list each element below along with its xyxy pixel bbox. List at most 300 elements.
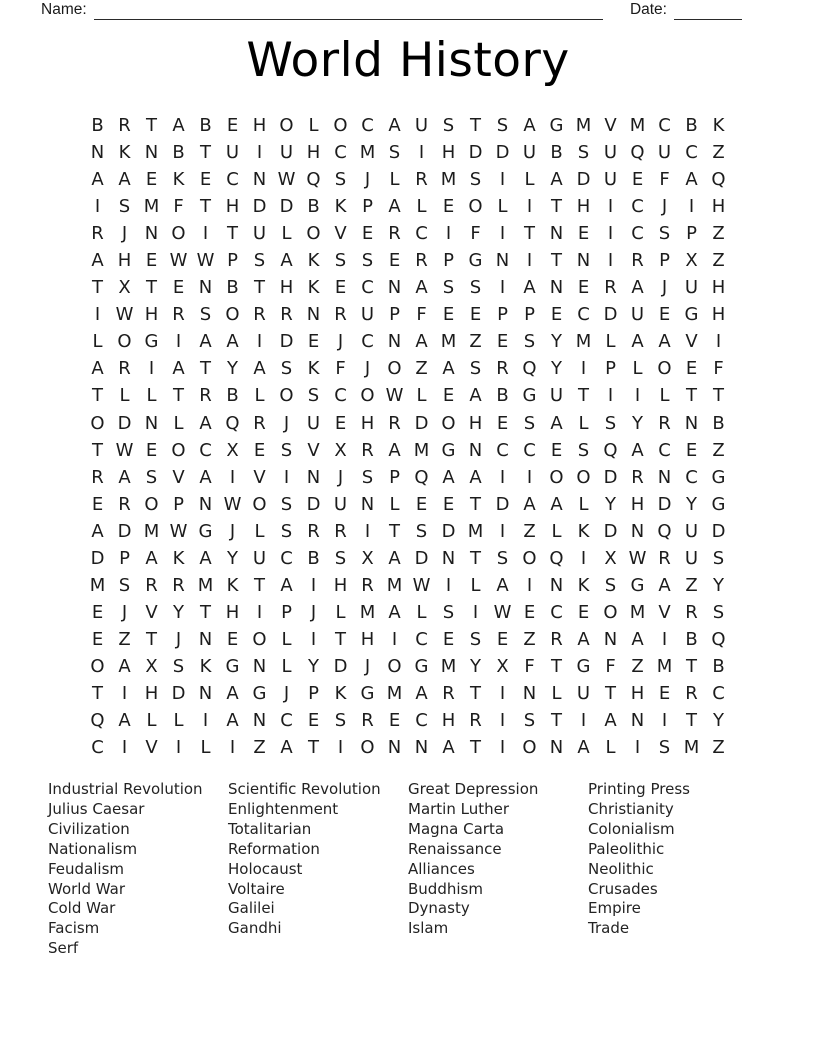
grid-letter: O [279, 385, 294, 407]
grid-letter: N [306, 304, 321, 326]
grid-letter: C [226, 169, 239, 191]
grid-letter: E [388, 710, 401, 732]
grid-letter: A [118, 169, 131, 191]
grid-letter: L [281, 628, 292, 650]
grid-letter: I [526, 250, 533, 272]
grid-letter: Q [657, 520, 672, 542]
grid-letter: T [686, 655, 697, 677]
grid-letter: T [470, 737, 481, 759]
grid-letter: E [172, 277, 185, 299]
grid-letter: S [280, 439, 293, 461]
word-list-item: Totalitarian [228, 819, 312, 838]
grid-letter: A [388, 547, 401, 569]
grid-letter: T [200, 601, 211, 623]
grid-letter: E [226, 115, 239, 137]
grid-letter: A [550, 412, 563, 434]
grid-letter: I [526, 574, 533, 596]
grid-letter: S [496, 115, 509, 137]
word-list-item: Crusades [588, 879, 658, 898]
grid-letter: K [577, 520, 590, 542]
grid-letter: S [199, 304, 212, 326]
grid-letter: H [468, 412, 483, 434]
grid-letter: I [148, 358, 155, 380]
grid-letter: G [711, 466, 726, 488]
grid-letter: E [361, 223, 374, 245]
grid-letter: I [526, 466, 533, 488]
grid-letter: S [361, 466, 374, 488]
grid-letter: G [630, 574, 645, 596]
grid-letter: G [711, 493, 726, 515]
grid-letter: R [253, 304, 266, 326]
grid-letter: M [467, 520, 484, 542]
grid-letter: K [334, 683, 347, 704]
grid-letter: S [145, 466, 158, 488]
grid-letter: Y [227, 358, 238, 380]
grid-letter: O [306, 223, 321, 245]
grid-letter: N [549, 223, 564, 245]
grid-letter: E [550, 304, 563, 326]
grid-letter: C [199, 439, 212, 461]
grid-letter: X [685, 250, 698, 272]
word-list-item: Neolithic [588, 859, 654, 878]
word-list-item: Julius Caesar [48, 799, 145, 818]
grid-letter: K [712, 115, 725, 137]
grid-letter: I [634, 737, 641, 759]
grid-letter: E [523, 601, 536, 623]
grid-letter: I [256, 601, 263, 623]
grid-letter: Q [225, 412, 240, 434]
grid-letter: M [440, 655, 457, 677]
grid-letter: A [226, 710, 239, 732]
grid-letter: N [468, 439, 483, 461]
grid-letter: N [198, 493, 213, 515]
grid-letter: I [607, 223, 614, 245]
grid-letter: R [145, 574, 158, 596]
grid-letter: S [523, 710, 536, 732]
grid-letter: Z [631, 655, 644, 677]
grid-letter: A [172, 115, 185, 137]
grid-letter: E [334, 277, 347, 299]
grid-letter: F [416, 304, 427, 326]
grid-letter: D [117, 520, 132, 542]
word-list-item: Buddhism [408, 879, 483, 898]
word-list-item: Holocaust [228, 859, 303, 878]
grid-letter: V [145, 601, 158, 623]
grid-letter: E [91, 601, 104, 623]
grid-letter: D [576, 169, 591, 191]
grid-letter: M [197, 574, 214, 596]
grid-letter: Q [603, 439, 618, 461]
grid-letter: S [469, 277, 482, 299]
grid-letter: A [388, 601, 401, 623]
grid-letter: Z [253, 737, 266, 759]
grid-letter: R [550, 628, 563, 650]
grid-letter: B [496, 385, 509, 407]
grid-letter: C [658, 439, 671, 461]
grid-letter: M [413, 439, 430, 461]
grid-letter: P [308, 683, 319, 704]
grid-letter: J [121, 601, 128, 623]
grid-letter: O [252, 628, 267, 650]
grid-letter: Z [415, 358, 428, 380]
grid-letter: W [169, 520, 188, 542]
grid-letter: A [118, 466, 131, 488]
grid-letter: H [306, 142, 321, 164]
grid-letter: A [631, 439, 644, 461]
grid-letter: R [172, 574, 185, 596]
grid-letter: X [604, 547, 617, 569]
grid-letter: N [306, 466, 321, 488]
grid-letter: C [496, 439, 509, 461]
grid-letter: A [226, 683, 239, 704]
grid-letter: E [631, 169, 644, 191]
grid-letter: T [578, 385, 589, 407]
grid-letter: T [686, 385, 697, 407]
word-list-item: Nationalism [48, 839, 138, 858]
date-blank-line [674, 4, 742, 20]
grid-letter: L [524, 169, 535, 191]
grid-letter: S [334, 250, 347, 272]
grid-letter: T [146, 628, 157, 650]
grid-letter: M [89, 574, 106, 596]
grid-letter: A [226, 331, 239, 353]
grid-letter: N [252, 169, 267, 191]
grid-letter: K [118, 142, 131, 164]
grid-letter: R [118, 493, 131, 515]
grid-letter: B [226, 277, 239, 299]
grid-letter: E [685, 439, 698, 461]
grid-letter: C [415, 223, 428, 245]
grid-letter: G [441, 439, 456, 461]
grid-letter: K [172, 547, 185, 569]
grid-letter: J [283, 412, 290, 434]
grid-letter: S [712, 547, 725, 569]
grid-letter: V [145, 737, 158, 759]
grid-letter: H [252, 115, 267, 137]
grid-letter: A [685, 169, 698, 191]
grid-letter: E [442, 385, 455, 407]
grid-letter: H [225, 601, 240, 623]
grid-letter: T [200, 196, 211, 218]
grid-letter: U [576, 683, 591, 704]
grid-letter: O [522, 737, 537, 759]
grid-letter: U [333, 493, 348, 515]
grid-letter: L [389, 493, 400, 515]
grid-letter: H [441, 710, 456, 732]
grid-letter: A [388, 439, 401, 461]
grid-letter: D [495, 142, 510, 164]
grid-letter: B [550, 142, 563, 164]
grid-letter: H [576, 196, 591, 218]
grid-letter: N [252, 710, 267, 732]
grid-letter: R [658, 547, 671, 569]
grid-letter: N [360, 493, 375, 515]
grid-letter: A [118, 710, 131, 732]
grid-letter: X [145, 655, 158, 677]
grid-letter: E [91, 493, 104, 515]
grid-letter: U [684, 547, 699, 569]
grid-letter: P [524, 304, 535, 326]
grid-letter: N [387, 331, 402, 353]
grid-letter: H [441, 142, 456, 164]
grid-letter: L [335, 601, 346, 623]
grid-letter: C [91, 737, 104, 759]
grid-letter: A [199, 331, 212, 353]
grid-letter: L [173, 710, 184, 732]
grid-letter: I [499, 277, 506, 299]
grid-letter: V [307, 439, 320, 461]
grid-letter: P [389, 304, 400, 326]
grid-letter: C [280, 547, 293, 569]
grid-letter: O [171, 439, 186, 461]
grid-letter: C [658, 115, 671, 137]
grid-letter: N [630, 710, 645, 732]
grid-letter: A [199, 412, 212, 434]
grid-letter: A [91, 358, 104, 380]
grid-letter: I [499, 169, 506, 191]
grid-letter: R [253, 412, 266, 434]
grid-letter: O [117, 331, 132, 353]
grid-letter: R [388, 412, 401, 434]
grid-letter: R [388, 223, 401, 245]
grid-letter: I [310, 574, 317, 596]
grid-letter: O [360, 385, 375, 407]
grid-letter: T [713, 385, 724, 407]
grid-letter: Z [523, 628, 536, 650]
grid-letter: D [414, 412, 429, 434]
word-list-item: Enlightenment [228, 799, 339, 818]
grid-letter: R [280, 304, 293, 326]
grid-letter: U [360, 304, 375, 326]
grid-letter: T [254, 277, 265, 299]
grid-letter: V [172, 466, 185, 488]
grid-letter: H [144, 304, 159, 326]
grid-letter: Y [551, 358, 562, 380]
name-blank-line [94, 4, 603, 20]
grid-letter: A [199, 547, 212, 569]
grid-letter: Q [711, 169, 726, 191]
grid-letter: B [226, 385, 239, 407]
grid-letter: D [657, 493, 672, 515]
word-list-item: Trade [588, 919, 630, 938]
grid-letter: I [607, 250, 614, 272]
grid-letter: E [226, 628, 239, 650]
grid-letter: I [499, 683, 506, 704]
grid-letter: R [631, 466, 644, 488]
grid-letter: Z [712, 223, 725, 245]
grid-letter: I [661, 628, 668, 650]
grid-letter: I [202, 223, 209, 245]
grid-letter: J [364, 169, 371, 191]
grid-letter: I [418, 142, 425, 164]
grid-letter: E [658, 683, 671, 704]
grid-letter: D [468, 142, 483, 164]
grid-letter: N [549, 574, 564, 596]
grid-letter: O [90, 412, 105, 434]
grid-letter: N [549, 737, 564, 759]
grid-letter: T [605, 683, 616, 704]
grid-letter: Q [306, 169, 321, 191]
grid-letter: O [468, 196, 483, 218]
grid-letter: A [658, 331, 671, 353]
grid-letter: Y [713, 574, 724, 596]
grid-letter: I [121, 683, 128, 704]
grid-letter: A [631, 277, 644, 299]
grid-letter: L [578, 493, 589, 515]
grid-letter: N [414, 737, 429, 759]
grid-letter: I [526, 196, 533, 218]
grid-letter: A [442, 737, 455, 759]
grid-letter: I [229, 737, 236, 759]
grid-letter: T [470, 493, 481, 515]
grid-letter: N [522, 683, 537, 704]
grid-letter: M [575, 331, 592, 353]
grid-letter: E [388, 250, 401, 272]
grid-letter: G [522, 385, 537, 407]
grid-letter: A [280, 574, 293, 596]
grid-letter: I [499, 466, 506, 488]
grid-letter: S [469, 628, 482, 650]
name-label: Name: [41, 1, 87, 18]
grid-letter: E [469, 304, 482, 326]
grid-letter: S [307, 385, 320, 407]
grid-letter: T [254, 574, 265, 596]
grid-letter: K [577, 574, 590, 596]
word-list-item: Printing Press [588, 780, 690, 798]
grid-letter: L [578, 412, 589, 434]
grid-letter: C [361, 115, 374, 137]
grid-letter: K [334, 196, 347, 218]
grid-letter: Y [173, 601, 184, 623]
grid-letter: E [415, 493, 428, 515]
grid-letter: T [470, 683, 481, 704]
grid-letter: N [495, 250, 510, 272]
word-list-column [408, 780, 588, 939]
grid-letter: H [333, 574, 348, 596]
grid-letter: T [92, 683, 103, 704]
grid-letter: T [551, 655, 562, 677]
grid-letter: D [279, 196, 294, 218]
grid-letter: T [551, 196, 562, 218]
grid-letter: D [306, 493, 321, 515]
grid-letter: S [658, 223, 671, 245]
grid-letter: C [631, 196, 644, 218]
grid-letter: Z [469, 331, 482, 353]
grid-letter: E [577, 601, 590, 623]
grid-letter: S [334, 169, 347, 191]
grid-letter: P [497, 304, 508, 326]
grid-letter: N [198, 683, 213, 704]
grid-letter: M [575, 115, 592, 137]
grid-letter: U [630, 304, 645, 326]
grid-letter: S [604, 412, 617, 434]
grid-letter: N [144, 142, 159, 164]
grid-letter: A [523, 493, 536, 515]
grid-letter: A [253, 358, 266, 380]
grid-letter: L [416, 385, 427, 407]
grid-letter: Z [712, 439, 725, 461]
word-list-item: Magna Carta [408, 819, 505, 838]
grid-letter: H [711, 196, 726, 218]
grid-letter: P [686, 223, 697, 245]
grid-letter: P [389, 466, 400, 488]
grid-letter: R [469, 710, 482, 732]
grid-letter: A [577, 628, 590, 650]
grid-letter: Q [522, 358, 537, 380]
grid-letter: B [199, 115, 212, 137]
word-list-item: Serf [48, 939, 79, 958]
grid-letter: C [685, 466, 698, 488]
grid-letter: M [656, 655, 673, 677]
grid-letter: R [442, 683, 455, 704]
grid-letter: G [225, 655, 240, 677]
grid-letter: I [229, 466, 236, 488]
word-list-item: Alliances [408, 859, 475, 878]
grid-letter: X [334, 439, 347, 461]
grid-letter: C [415, 710, 428, 732]
grid-letter: V [334, 223, 347, 245]
grid-letter: Q [711, 628, 726, 650]
grid-letter: R [118, 115, 131, 137]
grid-letter: S [523, 412, 536, 434]
grid-letter: G [549, 115, 564, 137]
grid-letter: N [657, 466, 672, 488]
grid-letter: N [630, 520, 645, 542]
grid-letter: A [523, 115, 536, 137]
grid-letter: T [92, 277, 103, 299]
word-list-item: Great Depression [408, 780, 539, 798]
grid-letter: L [659, 385, 670, 407]
grid-letter: R [658, 412, 671, 434]
word-list-column [588, 780, 768, 939]
grid-letter: S [334, 710, 347, 732]
grid-letter: A [523, 277, 536, 299]
grid-letter: K [307, 250, 320, 272]
grid-letter: I [499, 737, 506, 759]
grid-letter: R [685, 683, 698, 704]
grid-letter: W [115, 439, 134, 461]
grid-letter: E [442, 493, 455, 515]
grid-letter: L [497, 196, 508, 218]
grid-letter: O [549, 466, 564, 488]
grid-letter: U [603, 169, 618, 191]
grid-letter: L [92, 331, 103, 353]
grid-letter: M [359, 142, 376, 164]
grid-letter: B [685, 115, 698, 137]
grid-letter: C [685, 142, 698, 164]
grid-letter: R [631, 250, 644, 272]
grid-letter: I [283, 466, 290, 488]
grid-letter: Z [712, 142, 725, 164]
grid-letter: E [145, 439, 158, 461]
grid-letter: R [91, 466, 104, 488]
page-title: World History [246, 33, 570, 88]
word-list-column [228, 780, 408, 939]
grid-letter: L [281, 223, 292, 245]
grid-letter: I [337, 737, 344, 759]
grid-letter: I [472, 601, 479, 623]
grid-letter: A [91, 250, 104, 272]
grid-letter: E [496, 331, 509, 353]
grid-letter: D [414, 547, 429, 569]
grid-letter: T [470, 115, 481, 137]
grid-letter: A [469, 466, 482, 488]
grid-letter: T [92, 385, 103, 407]
grid-letter: W [628, 547, 647, 569]
grid-letter: L [146, 385, 157, 407]
grid-letter: Y [551, 331, 562, 353]
grid-letter: Q [630, 142, 645, 164]
